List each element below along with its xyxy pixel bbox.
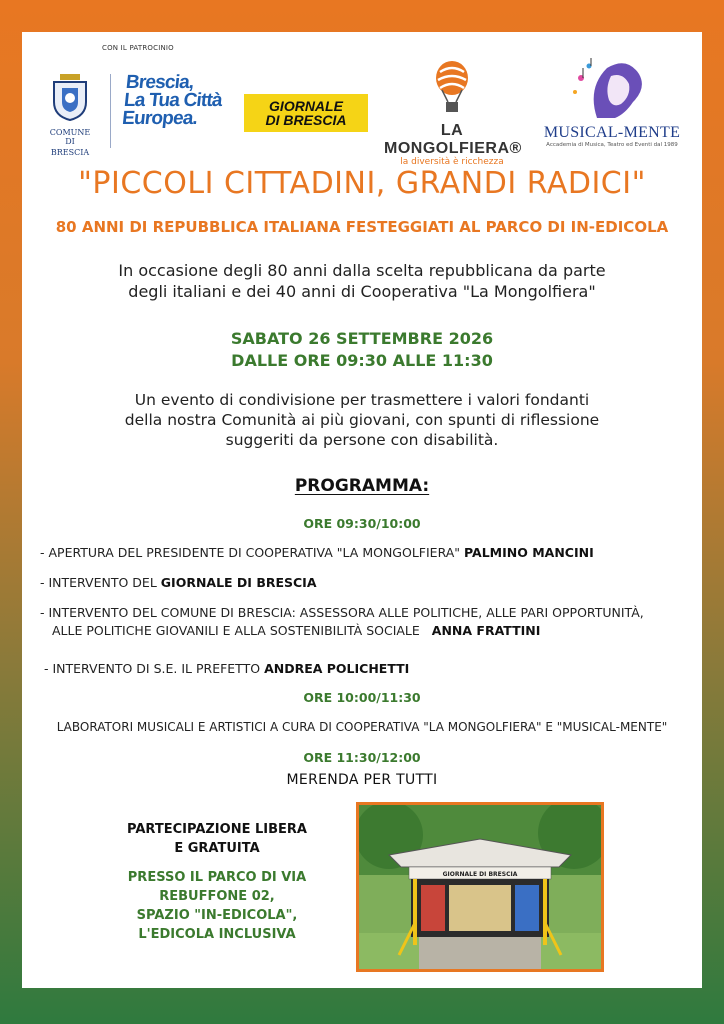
- event-title: "PICCOLI CITTADINI, GRANDI RADICI": [78, 166, 646, 201]
- time-slot-1: ORE 09:30/10:00: [303, 516, 421, 531]
- bte-line2: La Tua Città: [122, 90, 223, 111]
- item2-name: GIORNALE DI BRESCIA: [160, 575, 317, 590]
- item3-text-b: ALLE POLITICHE GIOVANILI E ALLA SOSTENIBILITÀ SOCIALE: [52, 623, 420, 638]
- bte-line3: Europea.: [121, 108, 199, 129]
- logo-divider: [110, 74, 111, 148]
- intro-line1: In occasione degli 80 anni dalla scelta repubblicana da parte: [118, 261, 606, 280]
- date-line1: SABATO 26 SETTEMBRE 2026: [230, 329, 494, 348]
- desc-line3: suggeriti da persone con disabilità.: [225, 431, 499, 449]
- hot-air-balloon-icon: [432, 60, 472, 116]
- gdb-line1: GIORNALE: [269, 98, 343, 114]
- presso-line1: PRESSO IL PARCO DI VIA: [127, 870, 307, 885]
- musical-mente-tagline: Accademia di Musica, Teatro ed Eventi dal 1989: [546, 142, 678, 148]
- merenda-text: MERENDA PER TUTTI: [286, 772, 438, 788]
- mongolfiera-tagline: la diversità è ricchezza: [400, 157, 504, 167]
- date-line2: DALLE ORE 09:30 ALLE 11:30: [231, 351, 493, 370]
- laboratori-text: LABORATORI MUSICALI E ARTISTICI A CURA DI COOPERATIVA "LA MONGOLFIERA" E "MUSICAL-MENTE": [56, 720, 668, 734]
- item3-text-a: - INTERVENTO DEL COMUNE DI BRESCIA: ASSESSORA ALLE POLITICHE, ALLE PARI OPPORTUNITÀ,: [40, 605, 644, 620]
- mongolfiera-name: LA MONGOLFIERA®: [384, 122, 522, 157]
- location-text: [122, 868, 312, 944]
- desc-line2: della nostra Comunità ai più giovani, con spunti di riflessione: [124, 411, 600, 429]
- item2-text: - INTERVENTO DEL: [40, 575, 157, 590]
- logo-row: [22, 58, 702, 167]
- time-slot-3: ORE 11:30/12:00: [303, 750, 421, 765]
- giornale-di-brescia-logo: [244, 94, 368, 132]
- time-slot-2: ORE 10:00/11:30: [303, 690, 421, 705]
- partecip-line1: PARTECIPAZIONE LIBERA: [127, 822, 307, 837]
- item1-text: - APERTURA DEL PRESIDENTE DI COOPERATIVA "LA MONGOLFIERA": [40, 545, 461, 560]
- event-description: [62, 390, 662, 450]
- comune-line2: BRESCIA: [50, 148, 90, 157]
- patrocinio-label: CON IL PATROCINIO: [102, 44, 174, 52]
- item1-name: PALMINO MANCINI: [464, 545, 594, 560]
- la-mongolfiera-logo: [384, 60, 520, 167]
- presso-line2: REBUFFONE 02,: [159, 889, 275, 904]
- poster-sheet: [22, 32, 702, 988]
- musical-mente-name: MUSICAL-MENTE: [543, 124, 681, 141]
- program-item-comune: [40, 604, 700, 640]
- event-subtitle: 80 ANNI DI REPUBBLICA ITALIANA FESTEGGIATI AL PARCO DI IN-EDICOLA: [55, 218, 669, 236]
- program-item-apertura: [40, 544, 700, 562]
- item3-name: ANNA FRATTINI: [431, 623, 541, 638]
- intro-text: [52, 260, 672, 302]
- musical-face-icon: [567, 58, 657, 122]
- desc-line1: Un evento di condivisione per trasmettere i valori fondanti: [134, 391, 590, 409]
- musical-mente-logo: [532, 58, 692, 148]
- partecipazione-text: [122, 820, 312, 858]
- brescia-citta-europea-logo: [121, 74, 237, 128]
- programma-heading: [22, 476, 702, 496]
- gdb-line2: DI BRESCIA: [265, 112, 347, 128]
- comune-crest-icon: [50, 72, 90, 122]
- kiosk-sign: GIORNALE DI BRESCIA: [442, 871, 518, 878]
- comune-line1: COMUNE DI: [49, 128, 91, 146]
- kiosk-photo: [356, 802, 604, 972]
- item4-name: ANDREA POLICHETTI: [264, 661, 410, 676]
- intro-line2: degli italiani e dei 40 anni di Cooperativa "La Mongolfiera": [128, 282, 596, 301]
- item4-text: - INTERVENTO DI S.E. IL PREFETTO: [44, 661, 261, 676]
- bte-line1: Brescia,: [124, 72, 195, 93]
- kiosk-illustration: [359, 805, 601, 969]
- program-item-giornale: [40, 574, 700, 592]
- event-date: [22, 328, 702, 372]
- presso-line4: L'EDICOLA INCLUSIVA: [138, 927, 296, 942]
- presso-line3: SPAZIO "IN-EDICOLA",: [136, 908, 298, 923]
- programma-title: PROGRAMMA:: [294, 476, 430, 496]
- program-item-prefetto: [44, 660, 704, 678]
- partecip-line2: E GRATUITA: [174, 841, 260, 856]
- comune-brescia-logo: [48, 72, 92, 157]
